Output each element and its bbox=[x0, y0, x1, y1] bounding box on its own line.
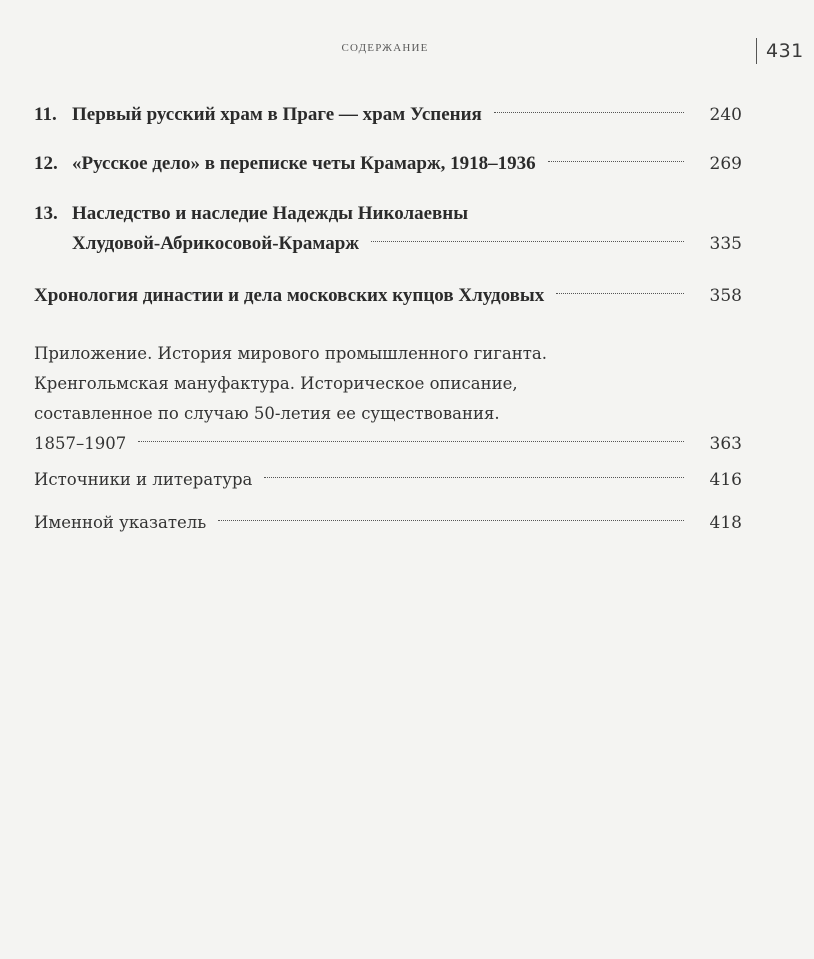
toc-entry-page: 240 bbox=[709, 105, 742, 125]
toc-entry-number: 12. bbox=[34, 153, 58, 174]
header-divider bbox=[756, 38, 757, 64]
toc-entry-title: Источники и литература bbox=[34, 470, 253, 489]
toc-entry-page: 269 bbox=[709, 154, 742, 174]
toc-entry-title: Первый русский храм в Праге — храм Успения bbox=[72, 104, 482, 125]
toc-entry-title: «Русское дело» в переписке четы Крамарж, 1918–1936 bbox=[72, 153, 536, 174]
dot-leader bbox=[556, 293, 684, 294]
toc-entry-sources[interactable] bbox=[34, 465, 742, 495]
toc-entry-title-continued: Кренгольмская мануфактура. Историческое описание, bbox=[34, 374, 518, 393]
dot-leader bbox=[371, 241, 684, 242]
toc-entry-title: Наследство и наследие Надежды Николаевны bbox=[72, 203, 469, 224]
toc-entry-title-continued: 1857–1907 bbox=[34, 434, 127, 453]
toc-entry-title: Приложение. История мирового промышленного гиганта. bbox=[34, 344, 547, 363]
toc-entry-page: 416 bbox=[709, 470, 742, 490]
toc-entry-13[interactable] bbox=[34, 199, 742, 259]
toc-entry-title-continued: составленное по случаю 50-летия ее существования. bbox=[34, 404, 500, 423]
toc-entry-page: 335 bbox=[709, 234, 742, 254]
toc-entry-12[interactable] bbox=[34, 149, 742, 179]
dot-leader bbox=[548, 161, 684, 162]
toc-entry-number: 11. bbox=[34, 104, 57, 125]
running-head: СОДЕРЖАНИЕ bbox=[341, 42, 429, 54]
dot-leader bbox=[218, 520, 684, 521]
dot-leader bbox=[494, 112, 684, 113]
toc-entry-title-continued: Хлудовой-Абрикосовой-Крамарж bbox=[72, 233, 360, 254]
dot-leader bbox=[138, 441, 684, 442]
toc-entry-page: 363 bbox=[709, 434, 742, 454]
toc-entry-appendix[interactable] bbox=[34, 339, 742, 459]
toc-entry-number: 13. bbox=[34, 203, 58, 224]
dot-leader bbox=[264, 477, 684, 478]
toc-entry-name-index[interactable] bbox=[34, 508, 742, 538]
toc-entry-page: 358 bbox=[709, 286, 742, 306]
toc-entry-11[interactable] bbox=[34, 100, 742, 130]
toc-entry-page: 418 bbox=[709, 513, 742, 533]
page-number: 431 bbox=[766, 40, 804, 62]
toc-entry-title: Именной указатель bbox=[34, 513, 207, 532]
toc-entry-title: Хронология династии и дела московских купцов Хлудовых bbox=[34, 285, 545, 306]
toc-entry-chronology[interactable] bbox=[34, 281, 742, 311]
